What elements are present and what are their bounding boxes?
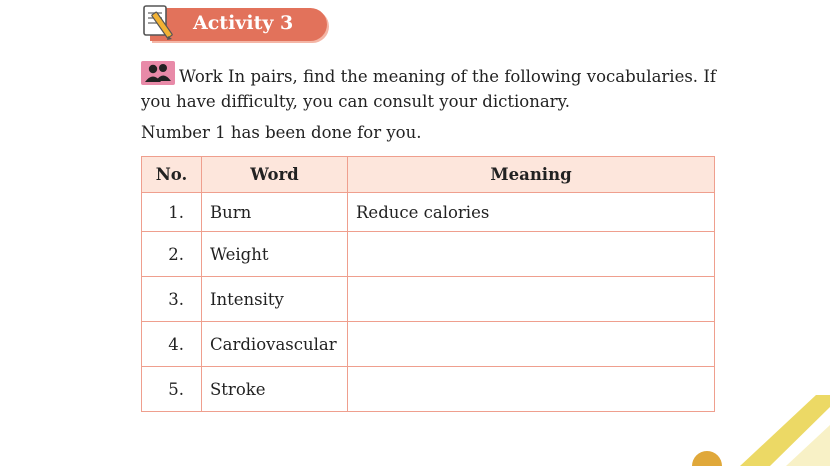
table-row <box>142 277 715 322</box>
table-row <box>142 367 715 412</box>
notebook-pencil-icon <box>141 3 177 41</box>
row-word: Intensity <box>202 277 348 322</box>
row-meaning[interactable] <box>348 322 715 367</box>
row-meaning[interactable] <box>348 277 715 322</box>
table-header-row <box>142 157 715 193</box>
row-number: 5. <box>142 367 202 412</box>
header-word: Word <box>202 157 348 193</box>
instruction-body: Work In pairs, find the meaning of the following vocabularies. If you have difficulty, you can consult your dictionary. <box>141 67 716 111</box>
header-meaning: Meaning <box>348 157 715 193</box>
row-word: Burn <box>202 193 348 232</box>
table-row <box>142 322 715 367</box>
row-meaning[interactable] <box>348 367 715 412</box>
row-word: Cardiovascular <box>202 322 348 367</box>
row-word: Stroke <box>202 367 348 412</box>
row-number: 1. <box>142 193 202 232</box>
row-number: 2. <box>142 232 202 277</box>
table-row <box>142 232 715 277</box>
header-no: No. <box>142 157 202 193</box>
row-word: Weight <box>202 232 348 277</box>
activity-title: Activity 3 <box>193 12 294 34</box>
note-text: Number 1 has been done for you. <box>141 123 422 142</box>
vocabulary-table <box>141 156 715 412</box>
table-row <box>142 193 715 232</box>
row-number: 3. <box>142 277 202 322</box>
corner-decoration <box>690 395 830 466</box>
instruction-text <box>141 64 716 114</box>
row-meaning[interactable]: Reduce calories <box>348 193 715 232</box>
row-number: 4. <box>142 322 202 367</box>
row-meaning[interactable] <box>348 232 715 277</box>
